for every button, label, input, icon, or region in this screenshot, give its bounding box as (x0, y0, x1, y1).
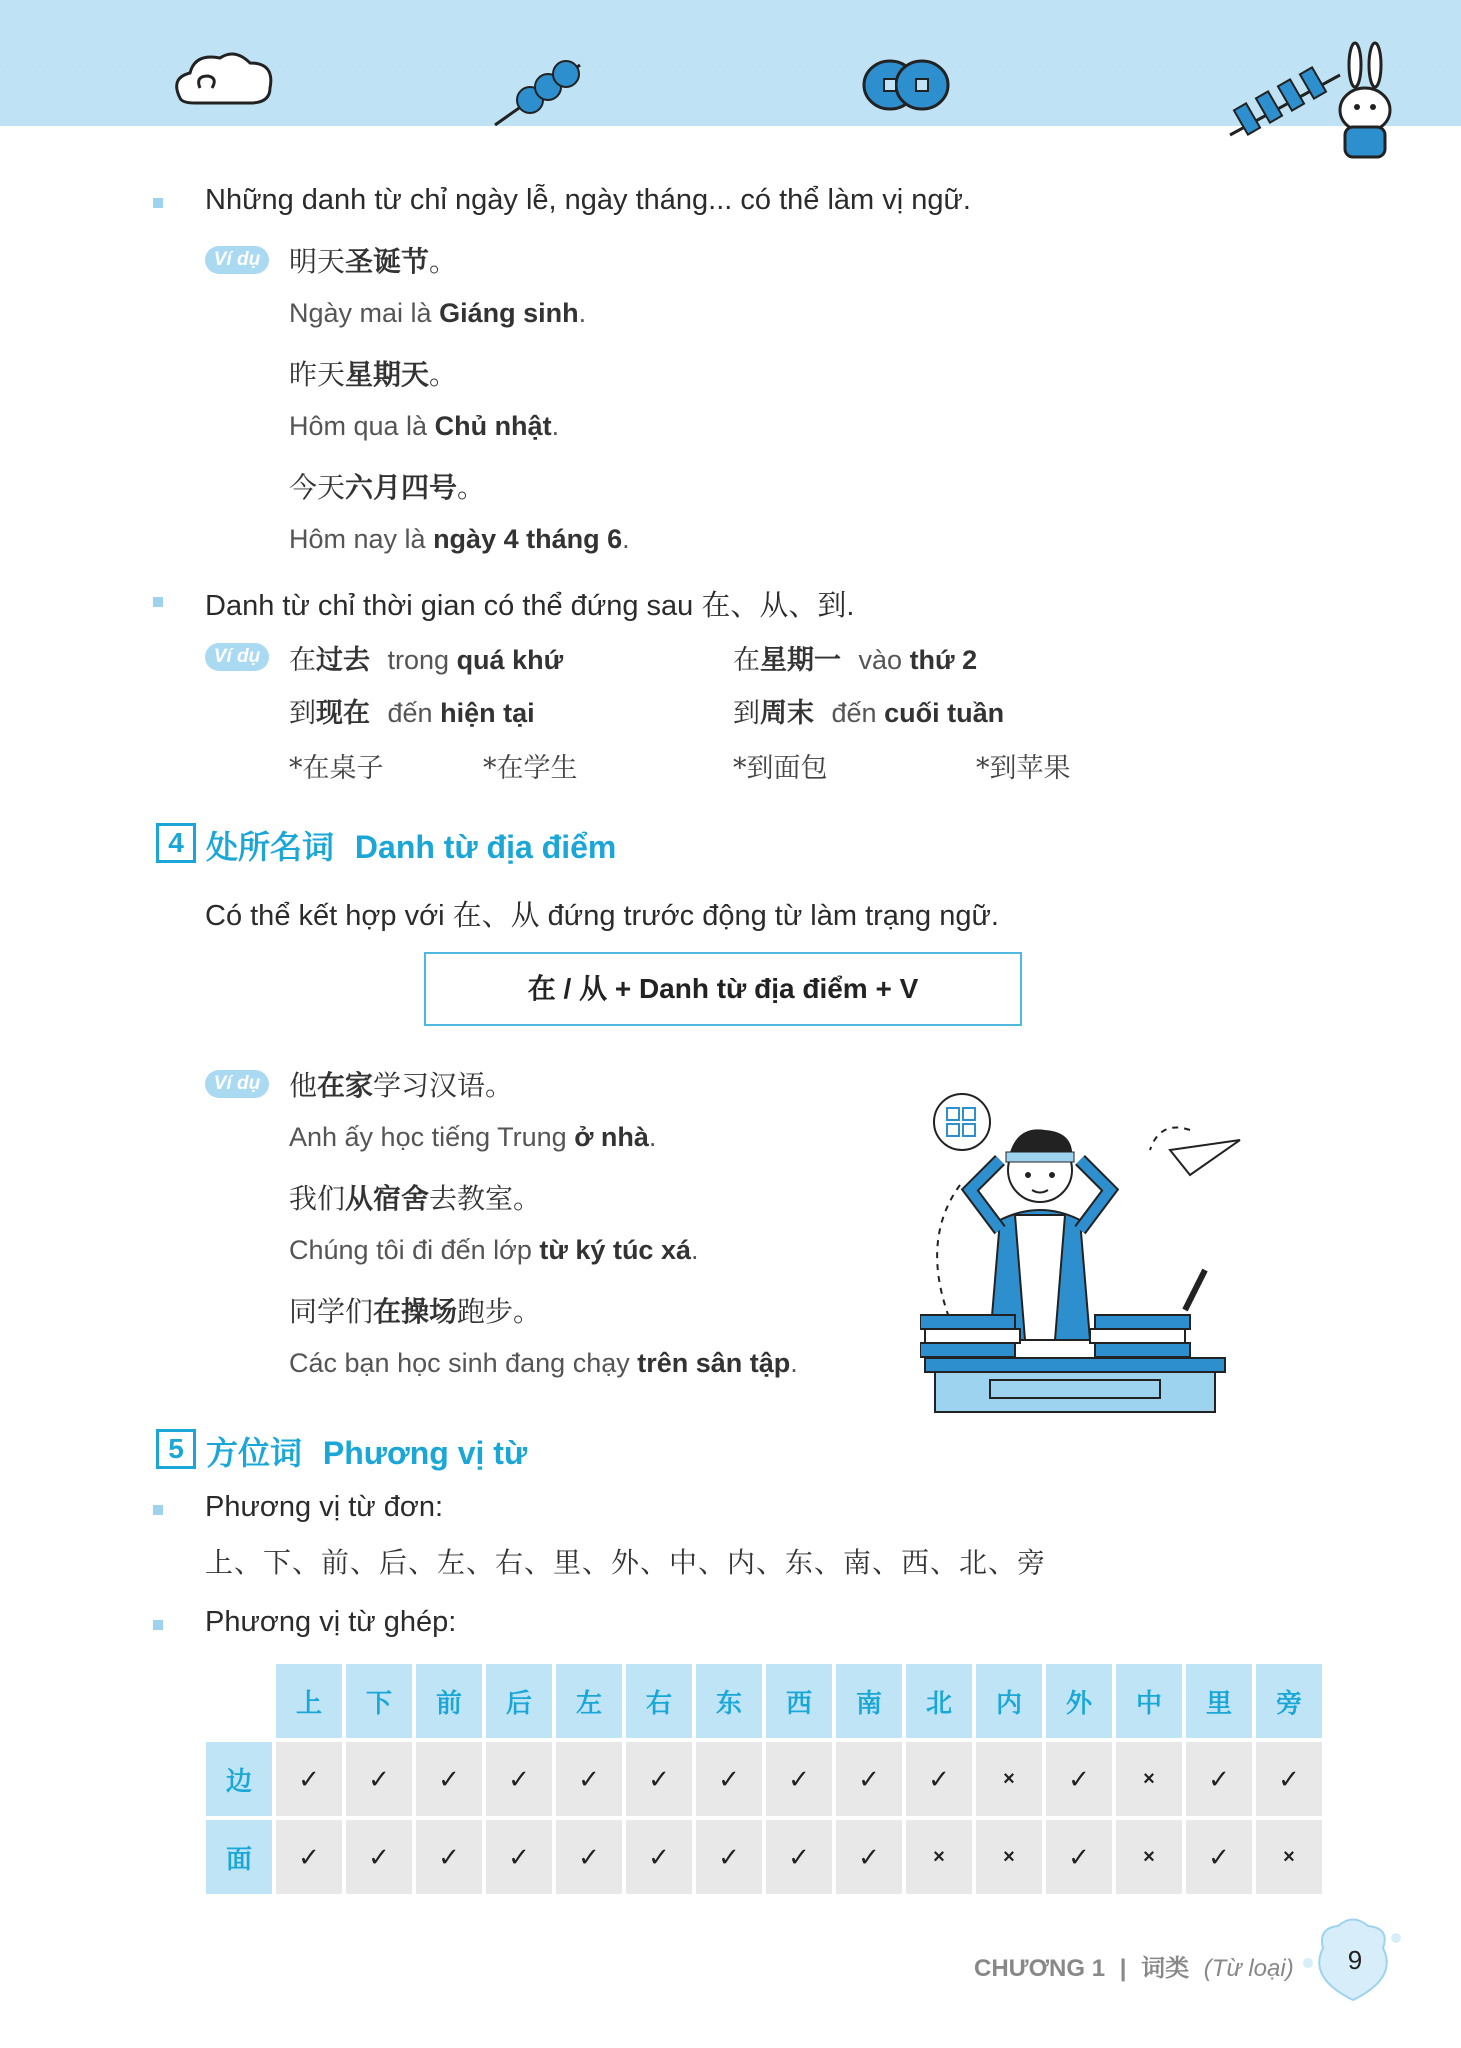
table-column-header: 北 (906, 1664, 972, 1738)
single-direction-words: 上、下、前、后、左、右、里、外、中、内、东、南、西、北、旁 (205, 1546, 1047, 1579)
table-cell: ✓ (626, 1742, 692, 1816)
time-example (289, 691, 535, 730)
section-title-zh: 方位词 (206, 1434, 303, 1472)
vi-text: . (648, 1122, 657, 1152)
table-cell: ✓ (416, 1820, 482, 1894)
zh-text: 明天 (289, 245, 346, 278)
vi-bold-text: thứ 2 (909, 645, 978, 675)
example-block (289, 1064, 798, 1403)
zh-text: 学习汉语。 (373, 1069, 514, 1102)
zh-text: 去教室。 (429, 1182, 542, 1215)
cloud-icon (170, 48, 280, 108)
vi-text: . (578, 298, 587, 328)
zh-text: 同学们 (289, 1295, 374, 1328)
table-cell: ✓ (1186, 1820, 1252, 1894)
table-column-header: 左 (556, 1664, 622, 1738)
table-column-header: 旁 (1256, 1664, 1322, 1738)
zh-text: 在 (733, 645, 760, 676)
zh-text: 在 (289, 645, 316, 676)
table-cell: × (1116, 1742, 1182, 1816)
vi-text: Anh ấy học tiếng Trung (289, 1122, 575, 1152)
vi-text: trong (387, 645, 457, 675)
formula-box: 在 / 从 + Danh từ địa điểm + V (424, 952, 1022, 1026)
section-title-vi: Phương vị từ (322, 1435, 528, 1471)
table-column-header: 南 (836, 1664, 902, 1738)
zh-bold-text: 星期一 (760, 645, 841, 676)
table-cell: ✓ (906, 1742, 972, 1816)
table-cell: ✓ (486, 1742, 552, 1816)
wrong-example: *到苹果 (976, 753, 1071, 784)
bullet-text: Danh từ chỉ thời gian có thể đứng sau 在、从、到. (205, 590, 855, 622)
vi-text: Ngày mai là (289, 298, 440, 328)
zh-text: 今天 (289, 471, 346, 504)
zh-bold-text: 在家 (317, 1069, 374, 1102)
vi-bold-text: Chủ nhật (434, 411, 552, 441)
zh-bold-text: 圣诞节 (345, 245, 430, 278)
vi-text: . (551, 411, 560, 441)
table-cell: ✓ (556, 1820, 622, 1894)
vi-bold-text: cuối tuần (884, 698, 1005, 728)
zh-text: 跑步。 (457, 1295, 542, 1328)
bullet (153, 198, 163, 208)
vi-text: . (622, 524, 630, 554)
vi-bold-text: ngày 4 tháng 6 (433, 524, 623, 554)
table-cell: ✓ (766, 1820, 832, 1894)
table-cell: ✓ (346, 1820, 412, 1894)
table-cell: ✓ (836, 1742, 902, 1816)
zh-text: 昨天 (289, 358, 346, 391)
table-cell: ✓ (416, 1742, 482, 1816)
vi-bold-text: từ ký túc xá (539, 1235, 691, 1265)
page-number: 9 (1347, 1945, 1363, 1975)
vi-bold-text: trên sân tập (637, 1348, 791, 1378)
vi-text: Hôm qua là (289, 411, 435, 441)
table-row-header: 边 (206, 1742, 272, 1816)
footer-separator: | (1119, 1955, 1127, 1982)
zh-bold-text: 周末 (760, 698, 814, 729)
rabbit-firecracker-icon (1220, 35, 1400, 165)
zh-text: 。 (457, 471, 486, 504)
table-row-header: 面 (206, 1820, 272, 1894)
table-cell: ✓ (696, 1820, 762, 1894)
zh-text: 。 (429, 245, 458, 278)
table-cell: ✓ (346, 1742, 412, 1816)
section-title-zh: 处所名词 (206, 828, 335, 866)
section-title-vi: Danh từ địa điểm (354, 829, 617, 865)
vi-bold-text: ở nhà (574, 1122, 649, 1152)
footer-chapter: CHƯƠNG 1 (974, 1955, 1106, 1982)
table-cell: ✓ (696, 1742, 762, 1816)
vi-text: đến (831, 698, 885, 728)
table-cell: × (976, 1820, 1042, 1894)
bullet-text: Phương vị từ đơn: (205, 1491, 444, 1523)
skewer-icon (490, 55, 590, 130)
table-cell: ✓ (276, 1742, 342, 1816)
table-cell: ✓ (836, 1820, 902, 1894)
vi-text: . (691, 1235, 699, 1265)
zh-bold-text: 在操场 (373, 1295, 458, 1328)
zh-text: 我们 (289, 1182, 346, 1215)
time-example (733, 691, 1004, 730)
example-tag: Ví dụ (205, 1070, 269, 1098)
table-cell: ✓ (276, 1820, 342, 1894)
table-column-header: 后 (486, 1664, 552, 1738)
section-title (206, 1428, 527, 1474)
zh-bold-text: 现在 (316, 698, 370, 729)
zh-bold-text: 星期天 (345, 358, 430, 391)
section-number: 4 (156, 823, 196, 863)
table-column-header: 东 (696, 1664, 762, 1738)
example-block (289, 240, 630, 579)
vi-text: Các bạn học sinh đang chạy (289, 1348, 638, 1378)
zh-bold-text: 过去 (316, 645, 370, 676)
zh-text: 他 (289, 1069, 318, 1102)
table-column-header: 右 (626, 1664, 692, 1738)
zh-text: 到 (289, 698, 316, 729)
vi-text: đến (387, 698, 441, 728)
table-column-header: 里 (1186, 1664, 1252, 1738)
table-corner (206, 1664, 272, 1738)
table-cell: ✓ (626, 1820, 692, 1894)
wrong-example: *在桌子 (289, 753, 384, 784)
table-cell: ✓ (1046, 1742, 1112, 1816)
student-studying-illustration (920, 1090, 1250, 1420)
footer-topic-vi: (Từ loại) (1203, 1955, 1294, 1982)
section-number: 5 (156, 1429, 196, 1469)
vi-bold-text: quá khứ (456, 645, 564, 675)
footer-breadcrumb (974, 1948, 1294, 1983)
table-cell: ✓ (766, 1742, 832, 1816)
vi-text: vào (858, 645, 910, 675)
table-cell: ✓ (486, 1820, 552, 1894)
vi-text: . (790, 1348, 798, 1378)
table-row (206, 1742, 1322, 1816)
bullet-text: Những danh từ chỉ ngày lễ, ngày tháng... có thể làm vị ngữ. (205, 184, 971, 216)
vi-text: Chúng tôi đi đến lớp (289, 1235, 540, 1265)
compound-direction-table (202, 1660, 1326, 1898)
example-tag: Ví dụ (205, 246, 269, 274)
table-column-header: 内 (976, 1664, 1042, 1738)
table-cell: × (906, 1820, 972, 1894)
table-row (206, 1820, 1322, 1894)
vi-bold-text: Giáng sinh (439, 298, 579, 328)
wrong-example: *在学生 (483, 753, 578, 784)
table-cell: × (976, 1742, 1042, 1816)
zh-text: 。 (429, 358, 458, 391)
example-tag: Ví dụ (205, 643, 269, 671)
table-column-header: 上 (276, 1664, 342, 1738)
coins-icon (860, 55, 955, 115)
bullet (153, 1505, 163, 1515)
wrong-example: *到面包 (733, 753, 828, 784)
section-title (206, 822, 616, 868)
table-cell: ✓ (1046, 1820, 1112, 1894)
section-description: Có thể kết hợp với 在、从 đứng trước động từ làm trạng ngữ. (205, 900, 999, 932)
time-example (733, 638, 977, 677)
vi-text: Hôm nay là (289, 524, 434, 554)
table-cell: × (1256, 1820, 1322, 1894)
table-column-header: 下 (346, 1664, 412, 1738)
bullet (153, 597, 163, 607)
zh-text: 到 (733, 698, 760, 729)
zh-bold-text: 从宿舍 (345, 1182, 430, 1215)
bullet (153, 1620, 163, 1630)
vi-bold-text: hiện tại (440, 698, 535, 728)
table-cell: × (1116, 1820, 1182, 1894)
footer-topic-zh: 词类 (1141, 1954, 1190, 1982)
table-cell: ✓ (556, 1742, 622, 1816)
bullet-text: Phương vị từ ghép: (205, 1606, 457, 1638)
direction-table (202, 1660, 1326, 1898)
zh-bold-text: 六月四号 (345, 471, 458, 504)
table-column-header: 中 (1116, 1664, 1182, 1738)
table-column-header: 西 (766, 1664, 832, 1738)
table-column-header: 前 (416, 1664, 482, 1738)
table-cell: ✓ (1256, 1742, 1322, 1816)
time-example (289, 638, 563, 677)
table-cell: ✓ (1186, 1742, 1252, 1816)
table-column-header: 外 (1046, 1664, 1112, 1738)
